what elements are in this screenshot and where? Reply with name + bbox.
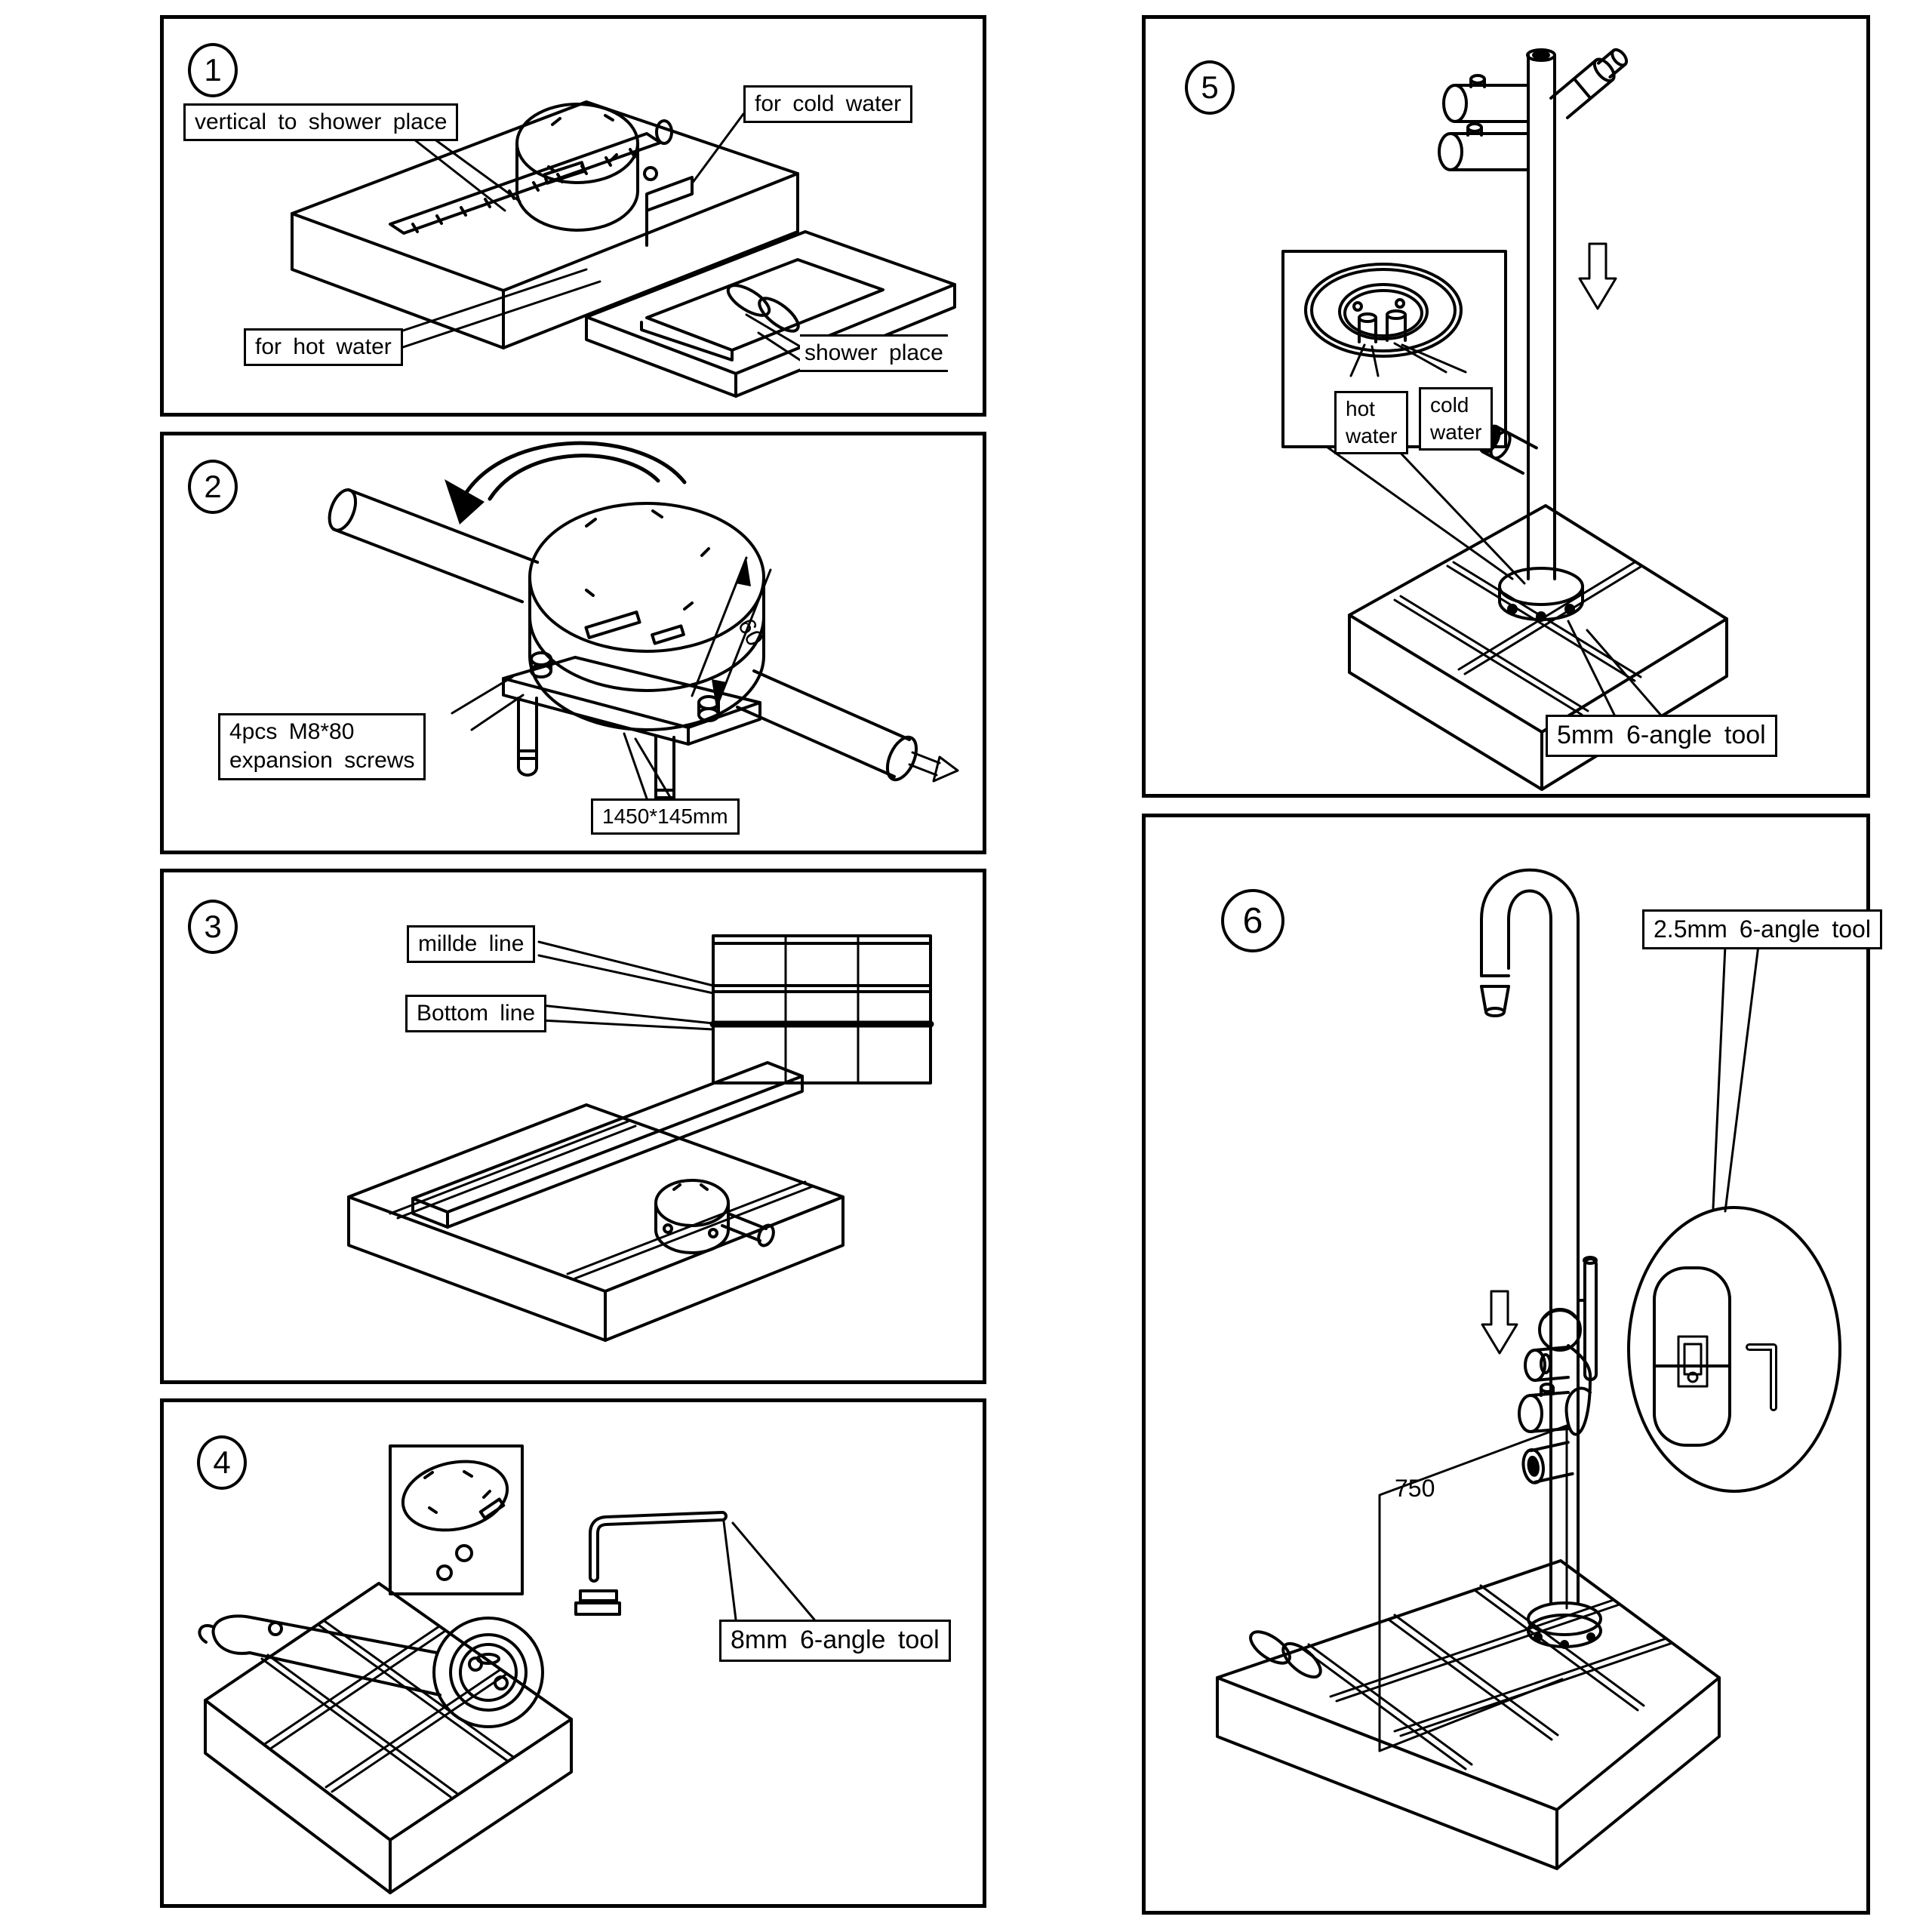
label-cold-water	[1419, 387, 1493, 451]
tiled-base	[1217, 1561, 1719, 1869]
step-panel-2	[160, 432, 986, 854]
label-cold-water-line2: water	[1430, 420, 1482, 444]
label-cold-water-line1: cold	[1430, 393, 1469, 417]
down-arrow-icon	[1482, 1291, 1517, 1353]
step-panel-6	[1142, 814, 1870, 1915]
step-panel-3	[160, 869, 986, 1384]
label-vertical-to-shower-place: vertical to shower place	[183, 103, 458, 141]
leaders	[539, 942, 713, 1029]
cover-plate-inset	[390, 1446, 522, 1594]
step-number-5: 5	[1185, 60, 1235, 115]
footprints-icon	[1245, 1626, 1326, 1683]
mixer-valve	[1519, 1257, 1596, 1435]
dimension-60-text: 60	[732, 614, 770, 651]
leaders	[1327, 343, 1524, 583]
expansion-screw	[518, 698, 537, 775]
label-plate-dimension: 1450*145mm	[591, 798, 740, 835]
step5-drawing	[1146, 19, 1866, 794]
footprints-icon	[724, 280, 804, 337]
step-number-6: 6	[1221, 889, 1284, 952]
beam	[413, 1063, 802, 1227]
dimension-750-text: 750	[1395, 1475, 1435, 1502]
spout-tip	[1481, 976, 1509, 1016]
step-number-3: 3	[188, 900, 238, 954]
leaders	[724, 1521, 814, 1620]
shower-column	[1439, 45, 1632, 579]
diverter-fitting	[1525, 1347, 1568, 1380]
base-flange	[1500, 568, 1583, 620]
tiled-base	[205, 1583, 571, 1893]
label-5mm-tool: 5mm 6-angle tool	[1546, 715, 1777, 757]
cap-plug	[576, 1591, 620, 1614]
pipe-diameter-dimension	[692, 558, 771, 708]
lower-fitting	[1519, 1384, 1568, 1432]
label-for-hot-water: for hot water	[244, 328, 403, 366]
down-arrow-icon	[1580, 244, 1616, 309]
step-number-1: 1	[188, 43, 238, 97]
step3-drawing	[164, 872, 983, 1380]
step-number-4: 4	[197, 1435, 247, 1490]
step6-drawing	[1146, 817, 1866, 1911]
label-hot-water-line2: water	[1346, 423, 1398, 448]
label-expansion-screws-line1: 4pcs M8*80	[229, 719, 355, 744]
label-bottom-line: Bottom line	[405, 995, 546, 1032]
label-shower-place: shower place	[800, 334, 948, 372]
hand-shower	[1567, 1257, 1596, 1435]
floor-with-beam	[349, 1063, 843, 1340]
inlet-pipe-left	[325, 486, 537, 601]
rotation-arrow-icon	[445, 443, 685, 525]
step-panel-5	[1142, 15, 1870, 798]
step-number-2: 2	[188, 460, 238, 514]
leaders	[1713, 946, 1758, 1211]
step-panel-1	[160, 15, 986, 417]
label-hot-water	[1334, 391, 1408, 454]
outlet-pipe-right	[737, 671, 958, 784]
label-expansion-screws-line2: expansion screws	[229, 748, 415, 774]
step-panel-4	[160, 1398, 986, 1908]
label-expansion-screws	[218, 713, 426, 780]
detail-circle-inset	[1629, 1208, 1840, 1491]
label-for-cold-water: for cold water	[743, 85, 912, 123]
label-2-5mm-tool: 2.5mm 6-angle tool	[1642, 909, 1882, 949]
label-8mm-tool: 8mm 6-angle tool	[719, 1620, 951, 1662]
mounting-plate	[503, 653, 760, 814]
left-fitting-lower	[1439, 124, 1527, 170]
allen-key-icon	[594, 1516, 722, 1577]
top-right-connector	[1551, 45, 1632, 118]
tile-wall	[713, 936, 931, 1083]
left-fitting-upper	[1444, 75, 1527, 122]
shower-column	[1481, 870, 1578, 1604]
pipe-channel	[647, 177, 692, 211]
label-middle-line: millde line	[407, 925, 535, 963]
lower-connector	[1521, 1442, 1573, 1484]
allen-key-icon	[1749, 1347, 1774, 1407]
step2-drawing	[164, 435, 983, 851]
label-hot-water-line1: hot	[1346, 397, 1375, 420]
